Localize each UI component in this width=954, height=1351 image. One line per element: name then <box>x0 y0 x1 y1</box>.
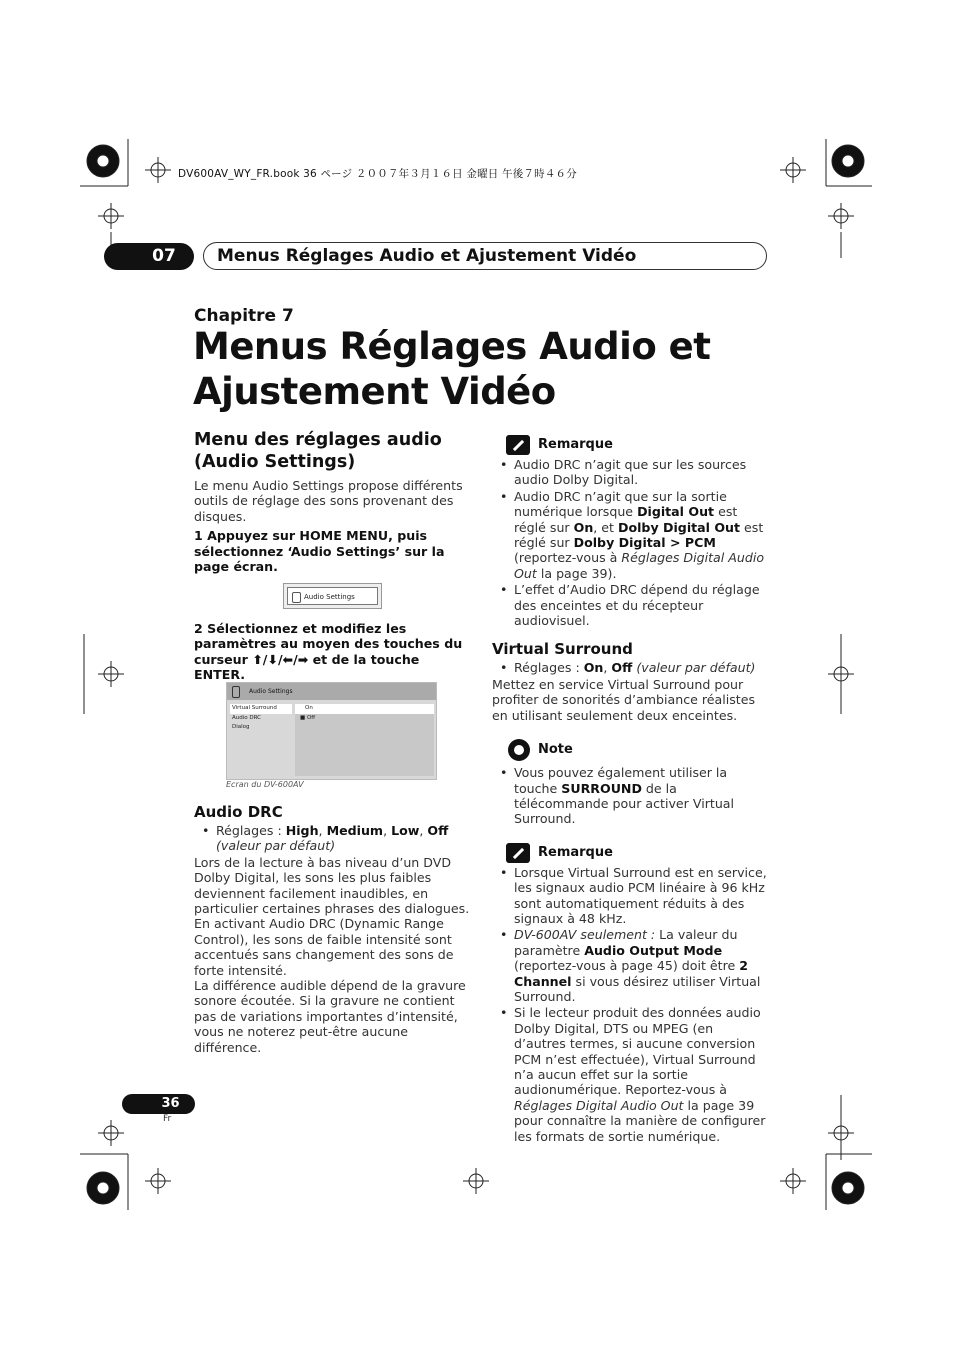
setting-low: Low <box>391 823 420 838</box>
text: si vous désirez utiliser Virtual Surround. <box>514 973 761 1004</box>
speaker-icon <box>292 592 301 603</box>
chapter-number-badge: 07 <box>104 243 194 270</box>
virtual-surround-settings <box>492 660 768 675</box>
text: (reportez-vous à <box>514 550 622 566</box>
text: Digital Out <box>637 504 715 520</box>
audio-settings-button-label: Audio Settings <box>304 593 355 601</box>
page-number-badge: 36 <box>122 1094 195 1114</box>
text: Réglages Digital Audio Out <box>514 1097 684 1113</box>
list-item: • Réglages : On, Off (valeur par défaut) <box>492 660 768 675</box>
osd-caption: Ecran du DV-600AV <box>226 780 304 789</box>
osd-title: Audio Settings <box>249 688 293 695</box>
osd-option-off: ■ Off <box>300 714 316 721</box>
pencil-icon <box>506 843 530 863</box>
text: Audio DRC n’agit que sur la sortie numérique lorsque <box>514 488 727 520</box>
section-title-line-2: (Audio Settings) <box>194 452 356 472</box>
remarque-list-1 <box>492 457 768 628</box>
setting-high: High <box>285 823 319 838</box>
text: , et <box>593 519 618 535</box>
osd-option-on: On <box>295 704 434 714</box>
text: La valeur du paramètre <box>514 927 738 958</box>
list-item <box>492 765 768 827</box>
audio-drc-section <box>194 803 470 1055</box>
print-header: DV600AV_WY_FR.book 36 ページ ２００７年３月１６日 金曜日 午後７時４６分 <box>178 168 577 180</box>
text: SURROUND <box>561 780 642 796</box>
osd-speaker-icon <box>232 686 240 698</box>
remarque-heading-1 <box>506 435 768 455</box>
list-item: • L’effet d’Audio DRC dépend du réglage des enceintes et du récepteur audiovisuel. <box>492 582 768 628</box>
default-value-note: (valeur par défaut) <box>216 838 336 854</box>
page-title <box>193 324 710 414</box>
osd-menu-item: Audio DRC <box>232 714 262 721</box>
page-title-line-1: Menus Réglages Audio et <box>193 325 711 368</box>
text: DV-600AV seulement : <box>514 927 656 943</box>
setting-off: Off <box>611 660 633 676</box>
list-item <box>492 489 768 581</box>
list-item: • Lorsque Virtual Surround est en service, les signaux audio PCM linéaire à 96 kHz sont automatiquement réduits à des signaux à 48 kHz. <box>492 865 768 927</box>
text: la page 39). <box>536 565 617 581</box>
osd-menu-item: Dialog <box>232 724 250 730</box>
audio-drc-paragraph-1: Lors de la lecture à bas niveau d’un DVD Dolby Digital, les sons les plus faibles deviennent facilement inaudibles, en particulier certaines phrases des dialogues. En activant Audio DRC (Dynamic Range Control), les sons de faible intensité sont accentués sans changement des sons de forte intensité. <box>194 854 470 978</box>
audio-drc-title: Audio DRC <box>194 803 283 821</box>
text: est réglé sur <box>514 504 738 535</box>
text: Audio Output Mode <box>584 942 723 958</box>
list-item: • Audio DRC n’agit que sur les sources audio Dolby Digital. <box>492 457 768 488</box>
text: (reportez-vous à page 45) doit être <box>514 958 740 974</box>
section-title-line-1: Menu des réglages audio <box>194 430 442 450</box>
setting-off: Off <box>427 823 449 838</box>
list-item <box>492 1005 768 1144</box>
audio-drc-paragraph-2: La différence audible dépend de la gravure sonore écoutée. Si la gravure ne contient pas de variations importantes d’intensité, vous ne noterez peut-être aucune différence. <box>194 978 466 1055</box>
settings-label: Réglages : <box>216 823 286 838</box>
text: 2 Channel <box>514 958 749 989</box>
text: Vous pouvez également utiliser la touche <box>514 765 728 796</box>
remarque-list-2 <box>492 865 768 1144</box>
audio-drc-settings-item: • Réglages : High, Medium, Low, Off (valeur par défaut) <box>194 823 470 854</box>
osd-option-off-label: Off <box>306 714 316 721</box>
audio-settings-button-illustration <box>283 583 382 609</box>
right-column <box>492 435 768 1145</box>
chapter-title-bar: Menus Réglages Audio et Ajustement Vidéo <box>203 242 767 270</box>
text: Réglages Digital Audio Out <box>514 550 765 581</box>
note-heading <box>508 739 768 761</box>
list-item <box>492 927 768 1004</box>
osd-audio-settings-screen <box>226 682 437 780</box>
intro-paragraph: Le menu Audio Settings propose différents outils de réglage des sons provenant des disques. <box>194 478 463 524</box>
osd-options-panel <box>295 704 434 776</box>
osd-menu-list <box>230 704 292 733</box>
text: On <box>573 519 594 535</box>
setting-on: On <box>583 660 604 676</box>
virtual-surround-title: Virtual Surround <box>492 640 633 659</box>
text: la page 39 pour connaître la manière de configurer les formats de sortie numérique. <box>514 1097 766 1144</box>
left-column-top <box>194 429 470 574</box>
virtual-surround-paragraph: Mettez en service Virtual Surround pour profiter de sonorités d’ambiance réalistes en utilisant seulement deux enceintes. <box>492 676 756 723</box>
settings-label: Réglages : <box>514 660 584 676</box>
text: de la télécommande pour activer Virtual Surround. <box>514 780 735 827</box>
text: est réglé sur <box>514 519 764 551</box>
language-code: Fr <box>163 1114 172 1124</box>
text: Dolby Digital > PCM <box>573 535 716 551</box>
note-gear-icon <box>508 739 530 761</box>
note-title: Note <box>538 742 573 758</box>
osd-menu-item: Virtual Surround <box>230 704 292 714</box>
section-title <box>194 429 470 473</box>
default-value-note: (valeur par défaut) <box>636 660 756 676</box>
text: Si le lecteur produit des données audio Dolby Digital, DTS ou MPEG (en d’autres termes, si aucune conversion PCM n’est effectuée), Virtual Surround n’a aucun effet sur la sortie audionumérique. Reportez-vous à <box>514 1005 761 1098</box>
chapter-label: Chapitre 7 <box>194 306 294 326</box>
osd-title-bar <box>227 683 436 700</box>
note-list <box>492 765 768 827</box>
step-2: 2 Sélectionnez et modifiez les paramètres au moyen des touches du curseur ⬆/⬇/⬅/➡ et de la touche ENTER. <box>194 621 463 683</box>
step-1: 1 Appuyez sur HOME MENU, puis sélectionnez ‘Audio Settings’ sur la page écran. <box>194 528 445 575</box>
remarque-title: Remarque <box>538 845 613 861</box>
page-title-line-2: Ajustement Vidéo <box>193 370 556 413</box>
remarque-title: Remarque <box>538 437 613 453</box>
remarque-heading-2 <box>506 843 768 863</box>
step-2-block <box>194 621 470 683</box>
setting-medium: Medium <box>326 823 384 838</box>
pencil-icon <box>506 435 530 455</box>
audio-drc-settings <box>194 823 470 854</box>
text: Dolby Digital Out <box>618 519 741 535</box>
